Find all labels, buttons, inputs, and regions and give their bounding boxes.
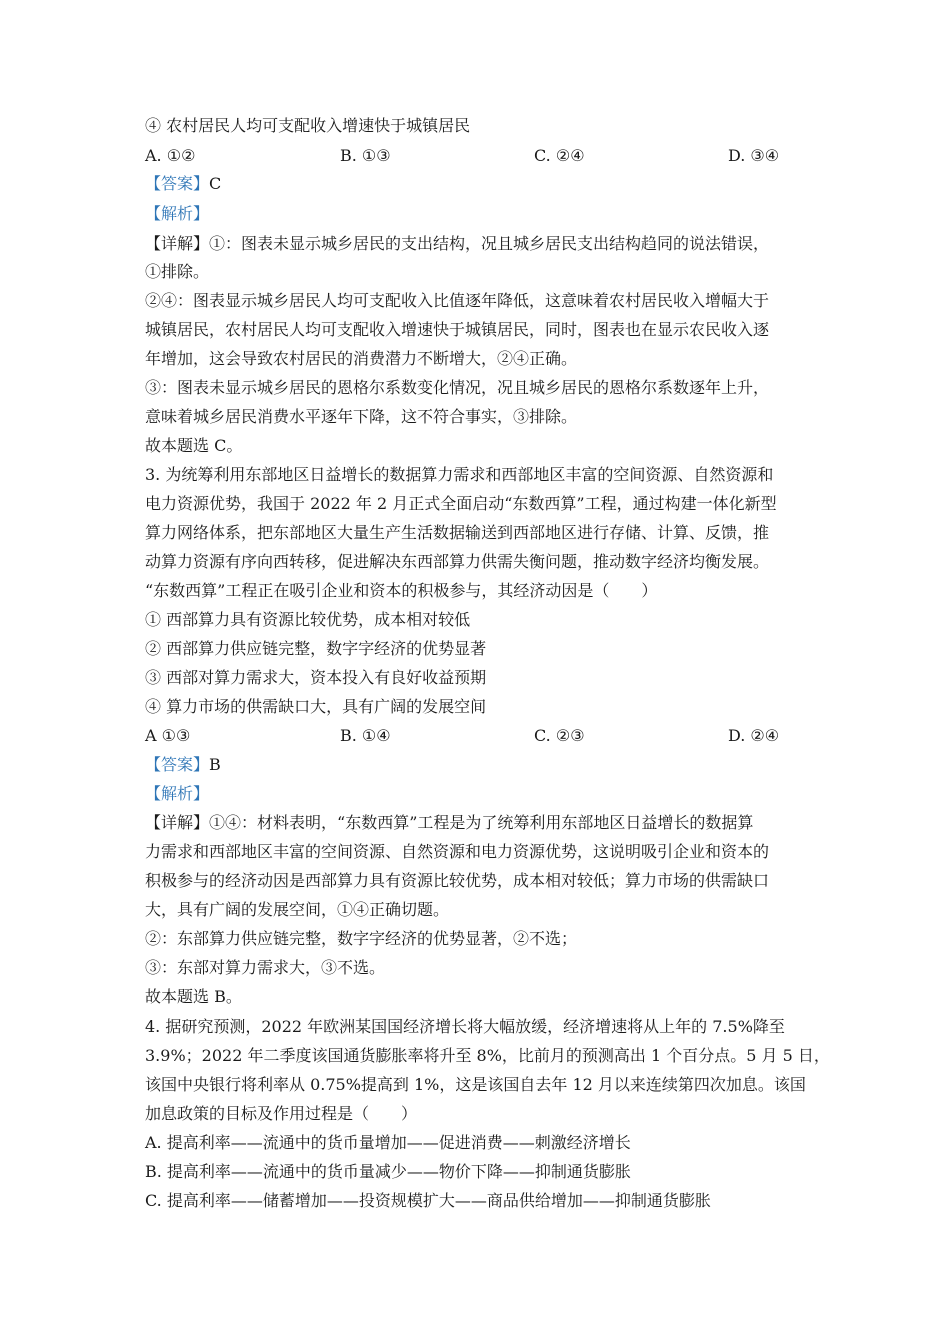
choice-b: B. ①③: [340, 146, 391, 165]
detail-tag: 【详解】: [145, 813, 210, 832]
question-option: ① 西部算力具有资源比较优势，成本相对较低: [145, 610, 471, 629]
detail-line: 故本题选 C。: [145, 436, 243, 455]
question-option: ④ 农村居民人均可支配收入增速快于城镇居民: [145, 116, 471, 135]
answer-line: [145, 755, 815, 775]
question-option: C. 提高利率——储蓄增加——投资规模扩大——商品供给增加——抑制通货膨胀: [145, 1191, 711, 1210]
choice-c: C. ②④: [534, 146, 585, 165]
answer-line: [145, 174, 815, 194]
detail-line: 力需求和西部地区丰富的空间资源、自然资源和电力资源优势，这说明吸引企业和资本的: [145, 842, 770, 861]
analysis-tag: 【解析】: [145, 784, 210, 803]
question-option: ② 西部算力供应链完整，数字字经济的优势显著: [145, 639, 487, 658]
question-stem: 3. 为统筹利用东部地区日益增长的数据算力需求和西部地区丰富的空间资源、自然资源和: [145, 465, 774, 484]
detail-line: 【详解】①④：材料表明，“东数西算”工程是为了统筹利用东部地区日益增长的数据算: [145, 813, 754, 832]
choice-d: D. ②④: [728, 726, 780, 745]
detail-line: ②④：图表显示城乡居民人均可支配收入比值逐年降低，这意味着农村居民收入增幅大于: [145, 291, 770, 310]
choice-d: D. ③④: [728, 146, 780, 165]
question-option: A. 提高利率——流通中的货币量增加——促进消费——刺激经济增长: [145, 1133, 631, 1152]
question-stem: 4. 据研究预测，2022 年欧洲某国国经济增长将大幅放缓，经济增速将从上年的 7.5%降至: [145, 1017, 785, 1036]
detail-line: 故本题选 B。: [145, 987, 242, 1006]
choice-a: A. ①②: [145, 146, 196, 165]
question-option: ④ 算力市场的供需缺口大，具有广阔的发展空间: [145, 697, 487, 716]
detail-line: 积极参与的经济动因是西部算力具有资源比较优势，成本相对较低；算力市场的供需缺口: [145, 871, 770, 890]
analysis-tag: 【解析】: [145, 204, 210, 223]
choice-c: C. ②③: [534, 726, 585, 745]
choice-a: A ①③: [145, 726, 191, 745]
detail-line: ②：东部算力供应链完整，数字字经济的优势显著，②不选；: [145, 929, 578, 948]
question-stem: 电力资源优势，我国于 2022 年 2 月正式全面启动“东数西算”工程，通过构建一体化新型: [145, 494, 777, 513]
question-stem: “东数西算”工程正在吸引企业和资本的积极参与，其经济动因是（ ）: [145, 581, 658, 600]
detail-line: 大，具有广阔的发展空间，①④正确切题。: [145, 900, 450, 919]
detail-line: 意味着城乡居民消费水平逐年下降，这不符合事实，③排除。: [145, 407, 578, 426]
answer-value: C: [209, 174, 222, 193]
question-stem: 3.9%；2022 年二季度该国通货膨胀率将升至 8%，比前月的预测高出 1 个百分点。5 月 5 日，: [145, 1046, 830, 1065]
question-stem: 加息政策的目标及作用过程是（ ）: [145, 1104, 418, 1123]
detail-line: 年增加，这会导致农村居民的消费潜力不断增大，②④正确。: [145, 349, 578, 368]
detail-tag: 【详解】: [145, 234, 210, 253]
detail-line: ③：东部对算力需求大，③不选。: [145, 958, 386, 977]
question-stem: 动算力资源有序向西转移，促进解决东西部算力供需失衡问题，推动数字经济均衡发展。: [145, 552, 770, 571]
detail-line: 城镇居民，农村居民人均可支配收入增速快于城镇居民，同时，图表也在显示农民收入逐: [145, 320, 770, 339]
question-stem: 算力网络体系，把东部地区大量生产生活数据输送到西部地区进行存储、计算、反馈，推: [145, 523, 770, 542]
choice-b: B. ①④: [340, 726, 391, 745]
question-stem: 该国中央银行将利率从 0.75%提高到 1%，这是该国自去年 12 月以来连续第四次加息。该国: [145, 1075, 806, 1094]
detail-line: 【详解】①：图表未显示城乡居民的支出结构，况且城乡居民支出结构趋同的说法错误，: [145, 234, 770, 253]
detail-line: ③：图表未显示城乡居民的恩格尔系数变化情况，况且城乡居民的恩格尔系数逐年上升，: [145, 378, 770, 397]
answer-value: B: [209, 755, 221, 774]
detail-line: ①排除。: [145, 262, 210, 281]
answer-tag: 【答案】: [145, 755, 210, 774]
answer-tag: 【答案】: [145, 174, 210, 193]
question-option: ③ 西部对算力需求大，资本投入有良好收益预期: [145, 668, 487, 687]
question-option: B. 提高利率——流通中的货币量减少——物价下降——抑制通货膨胀: [145, 1162, 631, 1181]
